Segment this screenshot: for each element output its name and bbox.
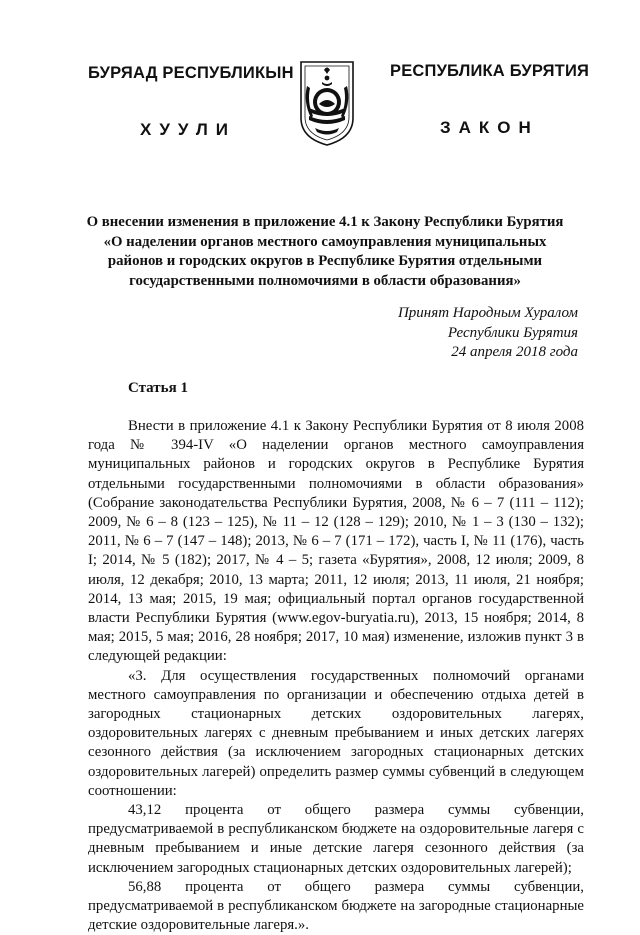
article-body xyxy=(88,417,584,935)
article-heading: Статья 1 xyxy=(128,380,188,396)
article-paragraph: 56,88 процента от общего размера суммы субвенции, предусматриваемой в республиканском бюджете на загородные стационарные детские оздоровительные лагеря.». xyxy=(88,878,584,934)
header-left-title: БУРЯАД РЕСПУБЛИКЫН xyxy=(88,64,294,82)
header-left-doc-type: ХУУЛИ xyxy=(140,120,236,139)
law-title-line: районов и городских округов в Республике Бурятия отдельными xyxy=(107,253,543,269)
law-title-line: О внесении изменения в приложение 4.1 к Закону Республики Бурятия xyxy=(86,214,564,230)
header-right-title: РЕСПУБЛИКА БУРЯТИЯ xyxy=(390,62,590,80)
adoption-date: 24 апреля 2018 года xyxy=(451,344,578,360)
adoption-line: Принят Народным Хуралом xyxy=(397,305,578,321)
article-paragraph: 43,12 процента от общего размера суммы субвенции, предусматриваемой в республиканском бюджете на оздоровительные лагеря с дневным пребыванием и иные детские лагеря сезонного действия (за исключением загородных стационарных детских оздоровительных лагерей); xyxy=(88,802,584,876)
law-title-line: «О наделении органов местного самоуправления муниципальных xyxy=(103,233,547,250)
law-title xyxy=(80,213,570,291)
header-right-doc-type: ЗАКОН xyxy=(440,118,539,137)
adoption-note xyxy=(398,304,578,363)
article-paragraph: «3. Для осуществления государственных полномочий органами местного самоуправления по организации и обеспечению отдыха детей в загородных стационарных детских оздоровительных лагерях, оздоровительных лагерях с дневным пребыванием и иных детских лагерях сезонного действия (за исключением загородных стационарных детских оздоровительных лагерей) определить размер суммы субвенций в следующем соотношении: xyxy=(88,667,584,799)
adoption-line: Республики Бурятия xyxy=(447,324,578,341)
buryatia-coat-of-arms-icon xyxy=(297,58,357,148)
law-title-line: государственными полномочиями в области образования» xyxy=(129,272,521,289)
article-paragraph: Внести в приложение 4.1 к Закону Республики Бурятия от 8 июля 2008 года № 394-IV «О наделении органов местного самоуправления муниципальных районов и городских округов в Республике Бурятия отдельными государственными полномочиями в области образования» (Собрание законодательства Республики Бурятия, 2008, № 6 – 7 (111 – 112); 2009, № 6 – 8 (123 – 125), № 11 – 12 (128 – 129); 2010, № 1 – 3 (130 – 132); 2011, № 6 – 7 (147 – 148); 2013, № 6 – 7 (171 – 172), часть I, № 11 (176), часть I; 2014, № 5 (182); 2017, № 4 – 5; газета «Бурятия», 2008, 12 июля; 2009, 8 июля, 12 декабря; 2010, 13 марта; 2011, 12 июля; 2013, 11 июля, 21 ноября; 2014, 13 мая; 2015, 19 мая; официальный портал органов государственной власти Республики Бурятия (www.egov-buryatia.ru), 2013, 15 ноября; 2014, 8 мая; 2015, 5 мая; 2016, 28 ноября; 2017, 10 мая) изменение, изложив пункт 3 в следующей редакции: xyxy=(88,418,584,665)
